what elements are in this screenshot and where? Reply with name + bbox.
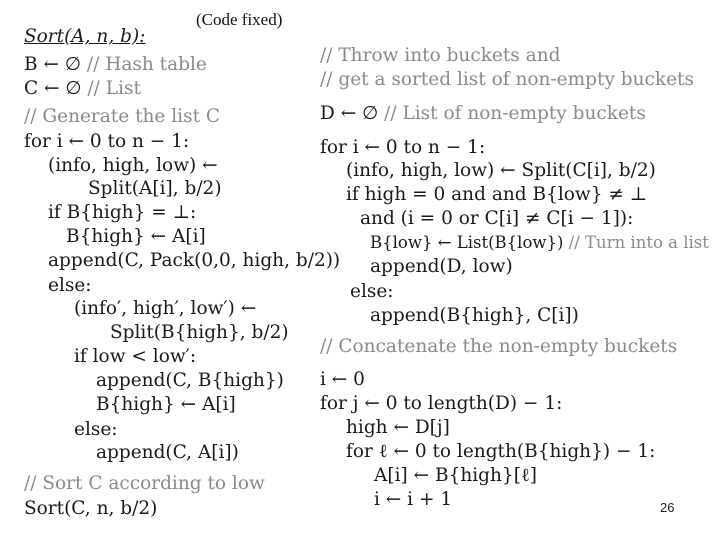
code-text: and (i = 0 or C[i] ≠ C[i − 1]): [360, 208, 634, 229]
code-text: else: [74, 419, 118, 440]
code-text: Sort(C, n, b/2) [24, 498, 158, 519]
right-code-line [320, 45, 560, 67]
left-code-line [74, 298, 256, 320]
right-code-line [374, 465, 537, 487]
code-text: else: [48, 275, 92, 296]
code-text: D ← ∅ [320, 103, 379, 124]
left-code-line [110, 322, 289, 344]
code-text: Split(A[i], b/2) [88, 178, 222, 199]
left-code-line [48, 202, 196, 224]
left-code-line [24, 498, 157, 520]
left-code-line [48, 275, 92, 297]
code-text: if low < low′: [74, 346, 197, 367]
code-text: B{high} ← A[i] [96, 394, 236, 415]
page-number: 26 [660, 500, 675, 515]
left-code-line [48, 250, 340, 272]
left-code-line [96, 442, 239, 464]
code-comment: // Turn into a list [563, 233, 709, 252]
right-code-line [346, 184, 647, 206]
function-signature: Sort(A, n, b): [24, 26, 146, 47]
right-code-line [320, 137, 485, 159]
right-code-line [360, 208, 633, 230]
code-comment: // List [81, 78, 141, 99]
code-text: (info, high, low) ← [48, 155, 218, 176]
code-text: if high = 0 and and B{low} ≠ ⊥ [346, 184, 648, 205]
code-text: (info, high, low) ← Split(C[i], b/2) [346, 160, 656, 181]
code-comment: // Sort C according to low [24, 473, 265, 494]
code-text: if B{high} = ⊥: [48, 202, 197, 223]
left-code-line [24, 26, 145, 48]
code-text: append(C, A[i]) [96, 442, 239, 463]
left-code-line [48, 155, 218, 177]
code-text: Split(B{high}, b/2) [110, 322, 289, 343]
left-code-line [88, 178, 222, 200]
code-comment: // Hash table [80, 54, 207, 75]
left-code-line [96, 394, 236, 416]
code-text: for i ← 0 to n − 1: [320, 137, 486, 158]
left-code-line [74, 419, 118, 441]
right-code-line [320, 336, 677, 358]
code-text: i ← 0 [320, 369, 365, 390]
code-text: C ← ∅ [24, 78, 82, 99]
right-code-line [346, 417, 450, 439]
right-code-line [374, 489, 452, 511]
code-text: high ← D[j] [346, 417, 450, 438]
right-code-line [350, 281, 394, 303]
code-text: B ← ∅ [24, 54, 81, 75]
right-code-line [320, 393, 562, 415]
code-text: append(C, Pack(0,0, high, b/2)) [48, 250, 341, 271]
code-text: append(C, B{high}) [96, 370, 284, 391]
right-code-line [320, 369, 365, 391]
right-code-line [370, 232, 709, 254]
left-code-line [24, 106, 220, 128]
right-code-line [370, 256, 513, 278]
right-code-line [370, 305, 579, 327]
slide-title: (Code fixed) [196, 10, 283, 29]
code-comment: // get a sorted list of non-empty buckets [320, 69, 694, 90]
code-text: else: [350, 281, 394, 302]
code-comment: // List of non-empty buckets [378, 103, 646, 124]
code-text: A[i] ← B{high}[ℓ] [374, 465, 537, 486]
code-text: for j ← 0 to length(D) − 1: [320, 393, 563, 414]
left-code-line [66, 226, 206, 248]
left-code-line [24, 78, 141, 100]
code-text: (info′, high′, low′) ← [74, 298, 257, 319]
left-code-line [74, 346, 196, 368]
code-text: B{low} ← List(B{low}) [370, 233, 564, 252]
code-comment: // Concatenate the non-empty buckets [320, 336, 678, 357]
code-text: for ℓ ← 0 to length(B{high}) − 1: [346, 441, 656, 462]
code-text: for i ← 0 to n − 1: [24, 131, 190, 152]
left-code-line [24, 131, 189, 153]
code-text: append(D, low) [370, 256, 513, 277]
right-code-line [346, 160, 656, 182]
code-text: append(B{high}, C[i]) [370, 305, 579, 326]
right-code-line [320, 69, 694, 91]
code-comment: // Throw into buckets and [320, 45, 561, 66]
left-code-line [24, 473, 265, 495]
code-text: i ← i + 1 [374, 489, 453, 510]
code-text: B{high} ← A[i] [66, 226, 206, 247]
right-code-line [320, 103, 646, 125]
right-code-line [346, 441, 655, 463]
code-comment: // Generate the list C [24, 106, 221, 127]
left-code-line [24, 54, 207, 76]
left-code-line [96, 370, 284, 392]
